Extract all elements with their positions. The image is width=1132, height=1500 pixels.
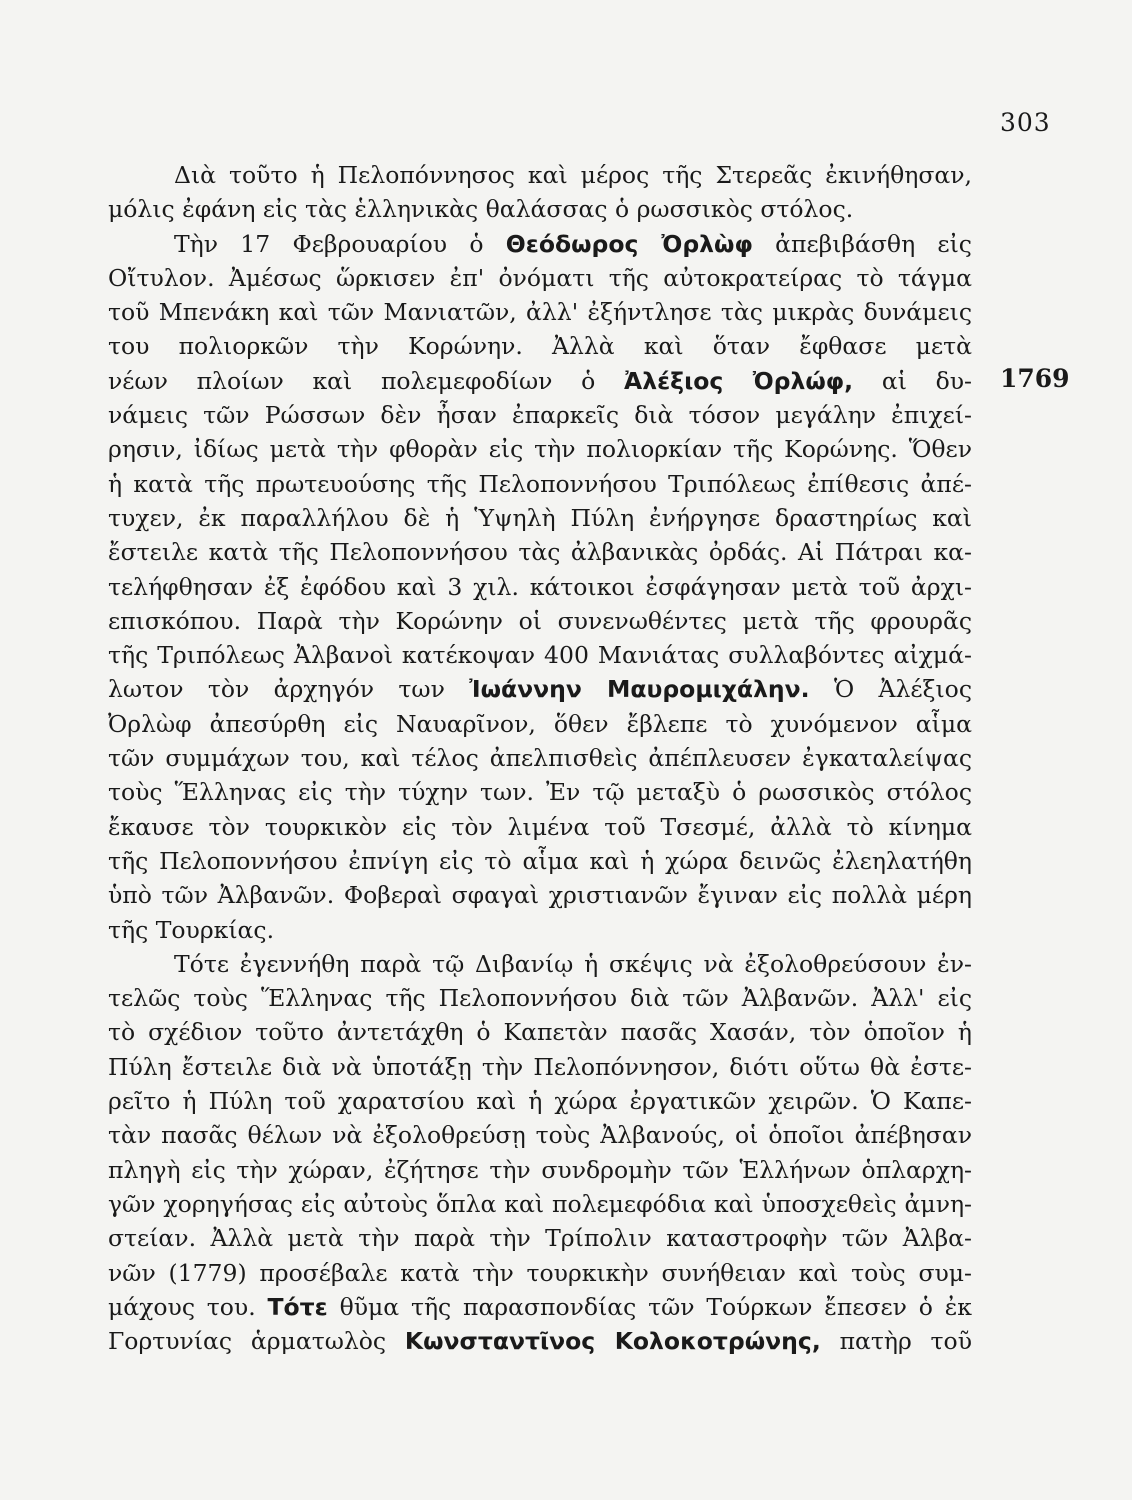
margin-year-note: 1769 bbox=[1000, 364, 1070, 393]
line-text: Τὴν 17 Φεβρουαρίου ὁ bbox=[174, 229, 484, 258]
text-line: ρεῖτο ἡ Πύλη τοῦ χαρατσίου καὶ ἡ χώρα ἐργατικῶν χειρῶν. Ὁ Καπε- bbox=[108, 1087, 972, 1116]
text-line bbox=[108, 1324, 972, 1358]
text-line: πληγὴ εἰς τὴν χώραν, ἐζήτησε τὴν συνδρομὴν τῶν Ἑλλήνων ὁπλαρχη- bbox=[108, 1155, 972, 1184]
text-line: επισκόπου. Παρὰ τὴν Κορώνην οἱ συνενωθέντες μετὰ τῆς φρουρᾶς bbox=[108, 606, 972, 635]
line-text: λωτον τὸν ἀρχηγόν των bbox=[108, 675, 445, 704]
line-text: θῦμα τῆς παρασπονδίας τῶν Τούρκων ἔπεσεν ὁ ἐκ bbox=[339, 1292, 972, 1321]
text-line: τελήφθησαν ἐξ ἐφόδου καὶ 3 χιλ. κάτοικοι ἐσφάγησαν μετὰ τοῦ ἀρχι- bbox=[108, 572, 972, 601]
person-name-bold: Ἰωάννην Μαυρομιχάλην. bbox=[469, 675, 810, 704]
text-line: Τότε ἐγεννήθη παρὰ τῷ Διβανίῳ ἡ σκέψις νὰ ἐξολοθρεύσουν ἐν- bbox=[174, 949, 972, 978]
text-line bbox=[108, 672, 972, 706]
text-line: στείαν. Ἀλλὰ μετὰ τὴν παρὰ τὴν Τρίπολιν καταστροφὴν τῶν Ἀλβα- bbox=[108, 1224, 972, 1253]
line-text: Γορτυνίας ἁρματωλὸς bbox=[108, 1327, 387, 1356]
line-text: νέων πλοίων καὶ πολεμεφοδίων ὁ bbox=[108, 366, 596, 395]
text-line: τῶν συμμάχων του, καὶ τέλος ἀπελπισθεὶς ἀπέπλευσεν ἐγκαταλείψας bbox=[108, 744, 972, 773]
text-line bbox=[108, 1290, 972, 1324]
text-line bbox=[108, 364, 972, 398]
text-line: τῆς Τριπόλεως Ἀλβανοὶ κατέκοψαν 400 Μανιάτας συλλαβόντες αἰχμά- bbox=[108, 641, 972, 670]
text-line: ὑπὸ τῶν Ἀλβανῶν. Φοβεραὶ σφαγαὶ χριστιανῶν ἔγιναν εἰς πολλὰ μέρη bbox=[108, 881, 972, 910]
text-line: τὸ σχέδιον τοῦτο ἀντετάχθη ὁ Καπετὰν πασᾶς Χασάν, τὸν ὁποῖον ἡ bbox=[108, 1018, 972, 1047]
text-line: Οἴτυλον. Ἀμέσως ὥρκισεν ἐπ' ὀνόματι τῆς αὐτοκρατείρας τὸ τάγμα bbox=[108, 263, 972, 292]
text-line: του πολιορκῶν τὴν Κορώνην. Ἀλλὰ καὶ ὅταν ἔφθασε μετὰ bbox=[108, 332, 972, 361]
person-name-bold: Θεόδωρος Ὀρλὼφ bbox=[505, 229, 753, 258]
text-line: ἡ κατὰ τῆς πρωτευούσης τῆς Πελοποννήσου Τριπόλεως ἐπίθεσις ἀπέ- bbox=[108, 469, 972, 498]
text-line: νάμεις τῶν Ρώσσων δὲν ἦσαν ἐπαρκεῖς διὰ τόσον μεγάλην ἐπιχεί- bbox=[108, 401, 972, 430]
text-line: ἔστειλε κατὰ τῆς Πελοποννήσου τὰς ἀλβανικὰς ὀρδάς. Αἱ Πάτραι κα- bbox=[108, 538, 972, 567]
page-number: 303 bbox=[1000, 108, 1051, 137]
text-line: τῆς Πελοποννήσου ἐπνίγη εἰς τὸ αἷμα καὶ ἡ χώρα δεινῶς ἐλεηλατήθη bbox=[108, 846, 972, 875]
line-text: μάχους του. bbox=[108, 1292, 256, 1321]
person-name-bold: Ἀλέξιος Ὀρλώφ, bbox=[624, 366, 854, 395]
text-line: ρησιν, ἰδίως μετὰ τὴν φθορὰν εἰς τὴν πολιορκίαν τῆς Κορώνης. Ὅθεν bbox=[108, 435, 972, 464]
line-text: Ὁ Ἀλέξιος bbox=[833, 675, 972, 704]
text-line: τοῦ Μπενάκη καὶ τῶν Μανιατῶν, ἀλλ' ἐξήντλησε τὰς μικρὰς δυνάμεις bbox=[108, 298, 972, 327]
text-line: ἔκαυσε τὸν τουρκικὸν εἰς τὸν λιμένα τοῦ Τσεσμέ, ἀλλὰ τὸ κίνημα bbox=[108, 812, 972, 841]
body-text bbox=[108, 158, 972, 1358]
text-line: Πύλη ἔστειλε διὰ νὰ ὑποτάξῃ τὴν Πελοπόννησον, διότι οὕτω θὰ ἐστε- bbox=[108, 1052, 972, 1081]
text-line: τοὺς Ἕλληνας εἰς τὴν τύχην των. Ἐν τῷ μεταξὺ ὁ ρωσσικὸς στόλος bbox=[108, 778, 972, 807]
text-line: τελῶς τοὺς Ἕλληνας τῆς Πελοποννήσου διὰ τῶν Ἀλβανῶν. Ἀλλ' εἰς bbox=[108, 984, 972, 1013]
text-line: Ὀρλὼφ ἀπεσύρθη εἰς Ναυαρῖνον, ὅθεν ἔβλεπε τὸ χυνόμενον αἷμα bbox=[108, 709, 972, 738]
text-line: γῶν χορηγήσας εἰς αὐτοὺς ὅπλα καὶ πολεμεφόδια καὶ ὑποσχεθεὶς ἀμνη- bbox=[108, 1189, 972, 1218]
text-line: τὰν πασᾶς θέλων νὰ ἐξολοθρεύσῃ τοὺς Ἀλβανούς, οἱ ὁποῖοι ἀπέβησαν bbox=[108, 1121, 972, 1150]
emphasis-bold: Τότε bbox=[267, 1292, 328, 1321]
person-name-bold: Κωνσταντῖνος Κολοκοτρώνης, bbox=[404, 1327, 821, 1356]
text-line: τυχεν, ἐκ παραλλήλου δὲ ἡ Ὑψηλὴ Πύλη ἐνήργησε δραστηρίως καὶ bbox=[108, 503, 972, 532]
text-line: μόλις ἐφάνη εἰς τὰς ἑλληνικὰς θαλάσσας ὁ ρωσσικὸς στόλος. bbox=[108, 195, 854, 224]
line-text: πατὴρ τοῦ bbox=[839, 1327, 972, 1356]
line-text: ἀπεβιβάσθη εἰς bbox=[775, 229, 972, 258]
text-line: Διὰ τοῦτο ἡ Πελοπόννησος καὶ μέρος τῆς Στερεᾶς ἐκινήθησαν, bbox=[174, 161, 972, 189]
text-line bbox=[108, 227, 972, 261]
text-line: τῆς Τουρκίας. bbox=[108, 915, 275, 944]
line-text: αἱ δυ- bbox=[881, 366, 972, 395]
text-line: νῶν (1779) προσέβαλε κατὰ τὴν τουρκικὴν συνήθειαν καὶ τοὺς συμ- bbox=[108, 1258, 972, 1287]
